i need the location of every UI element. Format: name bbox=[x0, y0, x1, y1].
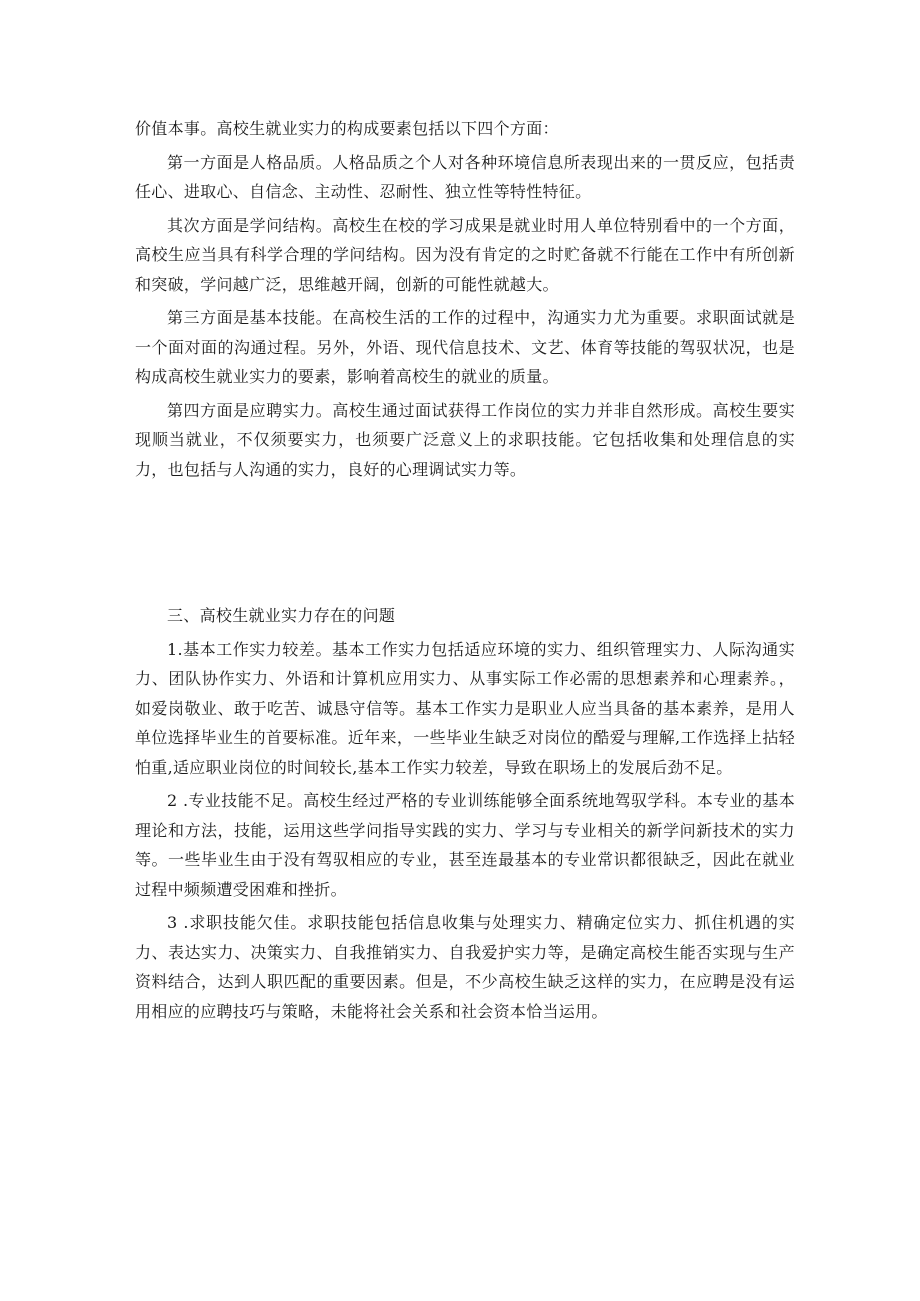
problem-paragraph-1: 1.基本工作实力较差。基本工作实力包括适应环境的实力、组织管理实力、人际沟通实力、团队协作实力、外语和计算机应用实力、从事实际工作必需的思想素养和心理素养。，如爱岗敬业、敢于吃苦、诚恳守信等。基本工作实力是职业人应当具备的基本素养，是用人单位选择毕业生的首要标准。近年来，一些毕业生缺乏对岗位的酷爱与理解,工作选择上拈轻怕重,适应职业岗位的时间较长,基本工作实力较差，导致在职场上的发展后劲不足。 bbox=[135, 639, 795, 777]
upper-section bbox=[135, 114, 795, 488]
section-heading: 三、高校生就业实力存在的问题 bbox=[167, 606, 396, 625]
aspect-paragraph-3: 第三方面是基本技能。在高校生活的工作的过程中，沟通实力尤为重要。求职面试就是一个面对面的沟通过程。另外，外语、现代信息技术、文艺、体育等技能的驾驭状况，也是构成高校生就业实力的要素，影响着高校生的就业的质量。 bbox=[135, 308, 795, 386]
intro-paragraph: 价值本事。高校生就业实力的构成要素包括以下四个方面： bbox=[135, 119, 559, 138]
aspect-paragraph-4: 第四方面是应聘实力。高校生通过面试获得工作岗位的实力并非自然形成。高校生要实现顺当就业，不仅须要实力，也须要广泛意义上的求职技能。它包括收集和处理信息的实力，也包括与人沟通的实力，良好的心理调试实力等。 bbox=[135, 400, 795, 479]
problem-paragraph-3: 3 .求职技能欠佳。求职技能包括信息收集与处理实力、精确定位实力、抓住机遇的实力、表达实力、决策实力、自我推销实力、自我爱护实力等，是确定高校生能否实现与生产资料结合，达到人职匹配的重要因素。但是，不少高校生缺乏这样的实力，在应聘是没有运用相应的应聘技巧与策略，未能将社会关系和社会资本恰当运用。 bbox=[135, 913, 795, 1021]
aspect-paragraph-2: 其次方面是学问结构。高校生在校的学习成果是就业时用人单位特别看中的一个方面，高校生应当具有科学合理的学问结构。因为没有肯定的之时贮备就不行能在工作中有所创新和突破，学问越广泛，思维越开阔，创新的可能性就越大。 bbox=[135, 215, 795, 294]
aspect-paragraph-1: 第一方面是人格品质。人格品质之个人对各种环境信息所表现出来的一贯反应，包括责任心、进取心、自信念、主动性、忍耐性、独立性等特性特征。 bbox=[135, 152, 795, 201]
lower-section bbox=[135, 601, 795, 1030]
problem-paragraph-2: 2 .专业技能不足。高校生经过严格的专业训练能够全面系统地驾驭学科。本专业的基本理论和方法，技能，运用这些学问指导实践的实力、学习与专业相关的新学问新技术的实力等。一些毕业生由于没有驾驭相应的专业，甚至连最基本的专业常识都很缺乏，因此在就业过程中频频遭受困难和挫折。 bbox=[135, 791, 795, 899]
